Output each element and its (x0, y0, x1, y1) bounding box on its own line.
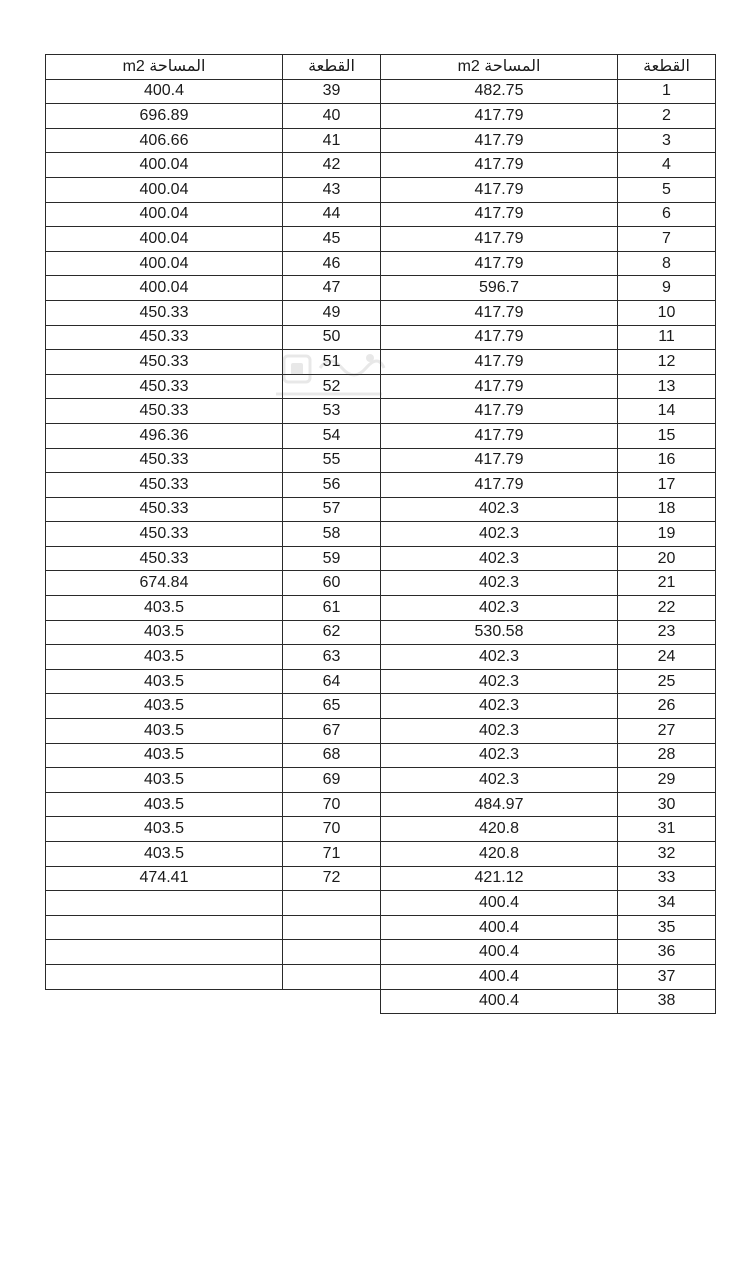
plot-number-cell: 58 (283, 522, 381, 547)
table-row (381, 792, 716, 817)
plot-number-cell: 72 (283, 866, 381, 891)
area-cell: 696.89 (46, 104, 283, 129)
plot-number-cell: 71 (283, 842, 381, 867)
plot-number-cell: 39 (283, 79, 381, 104)
area-cell: 450.33 (46, 448, 283, 473)
plot-number-cell: 52 (283, 374, 381, 399)
area-cell: 417.79 (381, 473, 618, 498)
plot-number-cell: 29 (618, 768, 716, 793)
area-cell: 417.79 (381, 128, 618, 153)
table-row (46, 128, 381, 153)
table-row (46, 645, 381, 670)
area-cell: 417.79 (381, 251, 618, 276)
area-cell: 417.79 (381, 177, 618, 202)
area-cell: 450.33 (46, 546, 283, 571)
plot-number-cell: 6 (618, 202, 716, 227)
plot-number-cell: 15 (618, 423, 716, 448)
area-cell: 417.79 (381, 448, 618, 473)
area-cell: 400.04 (46, 276, 283, 301)
plots-table-right (380, 54, 716, 1014)
plot-number-cell (283, 915, 381, 940)
plots-table-left (45, 54, 381, 990)
plot-number-cell: 44 (283, 202, 381, 227)
table-header-row (381, 55, 716, 80)
table-row (381, 522, 716, 547)
area-cell: 474.41 (46, 866, 283, 891)
area-cell: 450.33 (46, 522, 283, 547)
area-cell: 400.4 (381, 915, 618, 940)
table-row (381, 374, 716, 399)
table-row (46, 915, 381, 940)
area-cell: 402.3 (381, 768, 618, 793)
plot-number-cell: 10 (618, 300, 716, 325)
table-row (46, 964, 381, 989)
area-cell: 400.4 (46, 79, 283, 104)
plot-number-cell: 7 (618, 227, 716, 252)
plot-number-cell: 54 (283, 423, 381, 448)
table-row (46, 842, 381, 867)
table-row (46, 79, 381, 104)
plot-number-cell: 43 (283, 177, 381, 202)
area-column-header: المساحة m2 (46, 55, 283, 80)
table-row (46, 227, 381, 252)
plot-number-cell: 45 (283, 227, 381, 252)
area-cell: 402.3 (381, 522, 618, 547)
table-row (381, 153, 716, 178)
area-cell: 417.79 (381, 153, 618, 178)
area-cell: 450.33 (46, 325, 283, 350)
area-cell: 403.5 (46, 596, 283, 621)
area-cell: 403.5 (46, 645, 283, 670)
plot-number-cell: 51 (283, 350, 381, 375)
area-cell: 403.5 (46, 842, 283, 867)
area-cell: 596.7 (381, 276, 618, 301)
table-row (46, 153, 381, 178)
plot-number-cell: 21 (618, 571, 716, 596)
plot-number-cell: 64 (283, 669, 381, 694)
area-cell: 403.5 (46, 792, 283, 817)
table-row (46, 497, 381, 522)
area-cell: 417.79 (381, 104, 618, 129)
table-row (381, 399, 716, 424)
table-row (381, 79, 716, 104)
area-cell: 417.79 (381, 423, 618, 448)
plot-number-cell: 25 (618, 669, 716, 694)
area-cell: 450.33 (46, 350, 283, 375)
area-cell: 400.04 (46, 177, 283, 202)
plot-number-cell: 36 (618, 940, 716, 965)
table-row (381, 620, 716, 645)
plot-number-cell: 16 (618, 448, 716, 473)
area-cell: 402.3 (381, 596, 618, 621)
table-row (46, 620, 381, 645)
plot-number-cell: 57 (283, 497, 381, 522)
table-row (381, 227, 716, 252)
plot-number-cell: 30 (618, 792, 716, 817)
area-cell: 403.5 (46, 768, 283, 793)
table-row (381, 350, 716, 375)
table-row (46, 104, 381, 129)
plot-number-cell: 12 (618, 350, 716, 375)
table-row (381, 743, 716, 768)
table-row (381, 694, 716, 719)
area-cell: 420.8 (381, 817, 618, 842)
area-cell: 450.33 (46, 374, 283, 399)
plot-number-cell: 68 (283, 743, 381, 768)
table-row (46, 571, 381, 596)
plot-number-cell: 22 (618, 596, 716, 621)
plot-number-cell: 17 (618, 473, 716, 498)
table-row (46, 251, 381, 276)
table-row (381, 325, 716, 350)
table-row (381, 104, 716, 129)
plot-number-cell: 26 (618, 694, 716, 719)
table-row (381, 989, 716, 1014)
area-cell: 400.04 (46, 153, 283, 178)
plot-number-cell: 8 (618, 251, 716, 276)
table-row (381, 866, 716, 891)
watermark-logo (272, 348, 387, 410)
table-row (46, 300, 381, 325)
table-row (381, 719, 716, 744)
plot-number-cell: 33 (618, 866, 716, 891)
table-row (381, 915, 716, 940)
table-row (46, 596, 381, 621)
plot-number-cell: 67 (283, 719, 381, 744)
table-row (46, 177, 381, 202)
plot-number-cell: 31 (618, 817, 716, 842)
plot-number-cell: 70 (283, 792, 381, 817)
area-cell: 530.58 (381, 620, 618, 645)
table-row (381, 817, 716, 842)
table-row (381, 940, 716, 965)
table-row (381, 177, 716, 202)
area-cell: 400.4 (381, 940, 618, 965)
table-row (381, 546, 716, 571)
area-cell: 400.04 (46, 227, 283, 252)
area-cell: 421.12 (381, 866, 618, 891)
table-row (381, 645, 716, 670)
plot-number-cell: 14 (618, 399, 716, 424)
table-header-row (46, 55, 381, 80)
plot-number-cell: 46 (283, 251, 381, 276)
table-row (381, 276, 716, 301)
area-cell: 402.3 (381, 497, 618, 522)
table-row (46, 719, 381, 744)
area-cell: 400.04 (46, 251, 283, 276)
table-row (46, 669, 381, 694)
plot-number-cell: 69 (283, 768, 381, 793)
area-cell: 403.5 (46, 817, 283, 842)
plot-number-cell: 24 (618, 645, 716, 670)
table-row (46, 522, 381, 547)
table-row (46, 768, 381, 793)
area-cell (46, 891, 283, 916)
area-cell: 400.4 (381, 891, 618, 916)
table-row (381, 596, 716, 621)
table-row (381, 128, 716, 153)
table-row (46, 940, 381, 965)
plot-number-cell: 5 (618, 177, 716, 202)
table-row (381, 842, 716, 867)
plot-number-cell: 41 (283, 128, 381, 153)
plot-number-cell: 23 (618, 620, 716, 645)
plot-number-cell: 27 (618, 719, 716, 744)
area-cell: 450.33 (46, 399, 283, 424)
area-cell (46, 940, 283, 965)
area-cell: 417.79 (381, 350, 618, 375)
table-row (46, 866, 381, 891)
area-cell: 402.3 (381, 546, 618, 571)
table-row (46, 817, 381, 842)
plot-number-cell: 59 (283, 546, 381, 571)
plot-number-cell: 38 (618, 989, 716, 1014)
table-row (46, 891, 381, 916)
plot-column-header: القطعة (618, 55, 716, 80)
table-row (381, 473, 716, 498)
plot-number-cell: 70 (283, 817, 381, 842)
area-cell: 484.97 (381, 792, 618, 817)
area-cell: 400.4 (381, 964, 618, 989)
plot-number-cell: 60 (283, 571, 381, 596)
plot-number-cell: 61 (283, 596, 381, 621)
area-cell: 403.5 (46, 620, 283, 645)
plot-number-cell: 18 (618, 497, 716, 522)
area-cell: 403.5 (46, 669, 283, 694)
area-cell: 402.3 (381, 719, 618, 744)
area-cell (46, 964, 283, 989)
area-cell: 417.79 (381, 202, 618, 227)
table-row (46, 202, 381, 227)
area-cell: 420.8 (381, 842, 618, 867)
area-cell: 400.04 (46, 202, 283, 227)
plot-number-cell: 20 (618, 546, 716, 571)
plot-number-cell: 35 (618, 915, 716, 940)
area-cell: 400.4 (381, 989, 618, 1014)
area-cell: 417.79 (381, 325, 618, 350)
table-row (46, 743, 381, 768)
plot-number-cell (283, 964, 381, 989)
area-cell: 403.5 (46, 743, 283, 768)
area-cell: 417.79 (381, 227, 618, 252)
table-row (381, 768, 716, 793)
plot-number-cell: 65 (283, 694, 381, 719)
plot-number-cell: 28 (618, 743, 716, 768)
area-cell: 403.5 (46, 719, 283, 744)
plot-number-cell: 37 (618, 964, 716, 989)
plot-number-cell (283, 891, 381, 916)
plot-number-cell: 55 (283, 448, 381, 473)
plot-column-header: القطعة (283, 55, 381, 80)
table-row (46, 546, 381, 571)
plot-number-cell: 13 (618, 374, 716, 399)
area-cell: 482.75 (381, 79, 618, 104)
plot-number-cell: 56 (283, 473, 381, 498)
table-row (381, 497, 716, 522)
plot-number-cell: 34 (618, 891, 716, 916)
area-cell: 496.36 (46, 423, 283, 448)
table-row (46, 448, 381, 473)
area-cell: 417.79 (381, 300, 618, 325)
area-cell: 402.3 (381, 743, 618, 768)
table-row (381, 202, 716, 227)
plot-number-cell: 40 (283, 104, 381, 129)
plot-number-cell: 4 (618, 153, 716, 178)
table-row (381, 964, 716, 989)
area-cell: 402.3 (381, 669, 618, 694)
plot-number-cell: 9 (618, 276, 716, 301)
plot-number-cell: 63 (283, 645, 381, 670)
area-cell: 450.33 (46, 473, 283, 498)
table-row (381, 300, 716, 325)
plot-number-cell: 42 (283, 153, 381, 178)
plot-number-cell: 19 (618, 522, 716, 547)
plot-number-cell: 50 (283, 325, 381, 350)
area-cell: 402.3 (381, 571, 618, 596)
area-cell: 403.5 (46, 694, 283, 719)
table-row (381, 448, 716, 473)
area-column-header: المساحة m2 (381, 55, 618, 80)
area-cell: 417.79 (381, 374, 618, 399)
plot-number-cell: 2 (618, 104, 716, 129)
table-row (46, 694, 381, 719)
table-row (381, 669, 716, 694)
table-row (46, 325, 381, 350)
area-cell: 402.3 (381, 694, 618, 719)
plot-number-cell: 11 (618, 325, 716, 350)
table-row (381, 571, 716, 596)
plot-number-cell: 32 (618, 842, 716, 867)
plot-number-cell: 1 (618, 79, 716, 104)
plot-number-cell (283, 940, 381, 965)
area-cell: 402.3 (381, 645, 618, 670)
table-row (381, 423, 716, 448)
plot-number-cell: 47 (283, 276, 381, 301)
plot-number-cell: 49 (283, 300, 381, 325)
table-row (46, 423, 381, 448)
area-cell: 450.33 (46, 497, 283, 522)
plot-number-cell: 53 (283, 399, 381, 424)
table-row (381, 251, 716, 276)
table-row (46, 792, 381, 817)
table-row (46, 276, 381, 301)
table-row (381, 891, 716, 916)
table-row (46, 473, 381, 498)
area-cell: 674.84 (46, 571, 283, 596)
area-cell: 406.66 (46, 128, 283, 153)
plot-number-cell: 3 (618, 128, 716, 153)
area-cell: 450.33 (46, 300, 283, 325)
area-cell (46, 915, 283, 940)
plot-number-cell: 62 (283, 620, 381, 645)
area-cell: 417.79 (381, 399, 618, 424)
